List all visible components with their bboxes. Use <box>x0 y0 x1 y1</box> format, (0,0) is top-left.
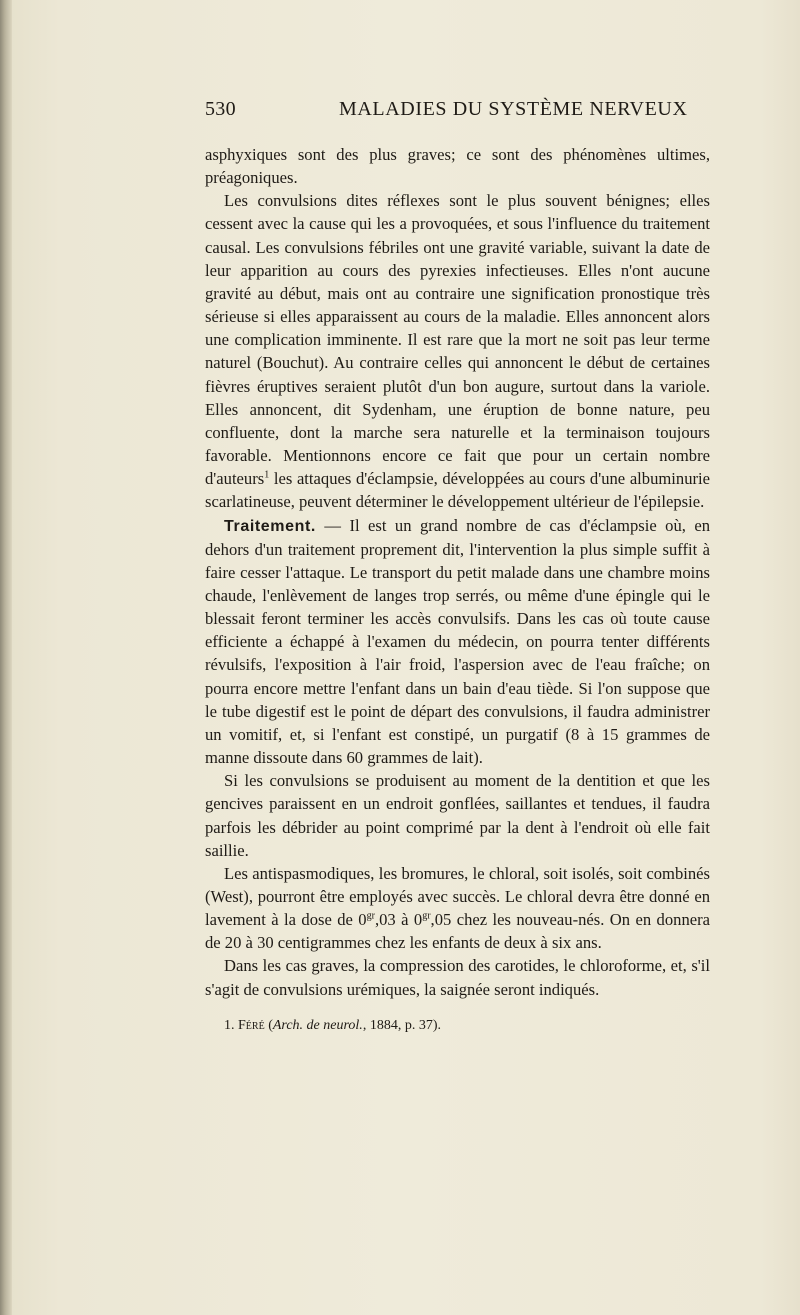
paragraph-text: — Il est un grand nombre de cas d'éclampsie où, en dehors d'un traitement proprement dit, l'intervention la plus simple suffit à faire cesser l'attaque. Le transport du petit malade dans une chambre moins chaude, l'enlèvement de langes trop serrés, ou même d'une épingle qui le blessait feront terminer les accès convulsifs. Dans les cas où toute cause efficiente a échappé à l'examen du médecin, on pourra tenter différents révulsifs, l'exposition à l'air froid, l'aspersion avec de l'eau fraîche; on pourra encore mettre l'enfant dans un bain d'eau tiède. Si l'on suppose que le tube digestif est le point de départ des convulsions, il faudra administrer un vomitif, et, si l'enfant est constipé, un purgatif (8 à 15 grammes de manne dissoute dans 60 grammes de lait). <box>205 515 710 768</box>
footnote <box>224 1017 694 1035</box>
paragraph-text: ,05 chez les nouveau-nés. On en donnera de 20 à 30 centigrammes chez les enfants de deux à six ans. <box>205 910 711 953</box>
paragraph-text: asphyxiques sont des plus graves; ce sont des phénomènes ultimes, préagoniques. <box>205 145 710 188</box>
paragraph-text: Les convulsions dites réflexes sont le plus souvent bénignes; elles cessent avec la cause qui les a provoquées, et sous l'influence du traitement causal. Les convulsions fébriles ont une gravité variable, suivant la date de leur apparition au cours des pyrexies infectieuses. Elles n'ont aucune gravité au début, mais ont au contraire une signification pronostique très sérieuse si elles apparaissent au cours de la maladie. Elles annoncent alors une complication imminente. Il est rare que la mort ne soit pas leur terme naturel (Bouchut). Au contraire celles qui annoncent le début de certaines fièvres éruptives seraient plutôt d'un bon augure, surtout dans la variole. Elles annoncent, dit Sydenham, une éruption de bonne nature, peu confluente, dont la marche sera naturelle et la terminaison toujours favorable. Mentionnons encore ce fait que pour un certain nombre d'auteurs <box>205 191 710 489</box>
running-title: MALADIES DU SYSTÈME NERVEUX <box>339 98 688 120</box>
footnote-details: , 1884, p. 37). <box>362 1018 441 1033</box>
paragraph-text: Dans les cas graves, la compression des carotides, le chloroforme, et, s'il s'agit de convulsions urémiques, la saignée seront indiqués. <box>205 956 710 999</box>
body-text <box>205 143 710 1001</box>
paragraph <box>205 514 710 770</box>
footnote-author: Féré <box>238 1018 265 1033</box>
paragraph <box>205 954 710 1000</box>
footnote-reference: 1 <box>264 469 270 481</box>
unit-superscript: gr <box>422 910 431 922</box>
footnote-journal: Arch. de neurol. <box>272 1018 363 1033</box>
paragraph-text: Les antispasmodiques, les bromures, le chloral, soit isolés, soit combinés (West), pourront être employés avec succès. Le chloral devra être donné en lavement à la dose de 0 <box>205 863 710 930</box>
page-header <box>205 98 700 128</box>
paragraph <box>205 189 710 513</box>
page-number: 530 <box>205 98 236 120</box>
footnote-paren: ( <box>268 1018 273 1033</box>
paragraph <box>205 769 710 862</box>
section-heading: Traitement. <box>224 517 316 535</box>
paragraph-text: Si les convulsions se produisent au moment de la dentition et que les gencives paraissent en un endroit gonflées, saillantes et tendues, il faudra parfois les débrider au point comprimé par la dent à l'endroit où elle fait saillie. <box>205 771 710 860</box>
paragraph <box>205 143 710 189</box>
paragraph-text: ,03 à 0 <box>374 910 423 930</box>
unit-superscript: gr <box>366 910 375 922</box>
paragraph-text: les attaques d'éclampsie, développées au cours d'une albuminurie scarlatineuse, peuvent déterminer le développement ultérieur de l'épilepsie. <box>205 469 710 512</box>
footnote-number: 1. <box>224 1018 235 1033</box>
paragraph <box>205 862 710 955</box>
binding-edge <box>0 0 12 1315</box>
